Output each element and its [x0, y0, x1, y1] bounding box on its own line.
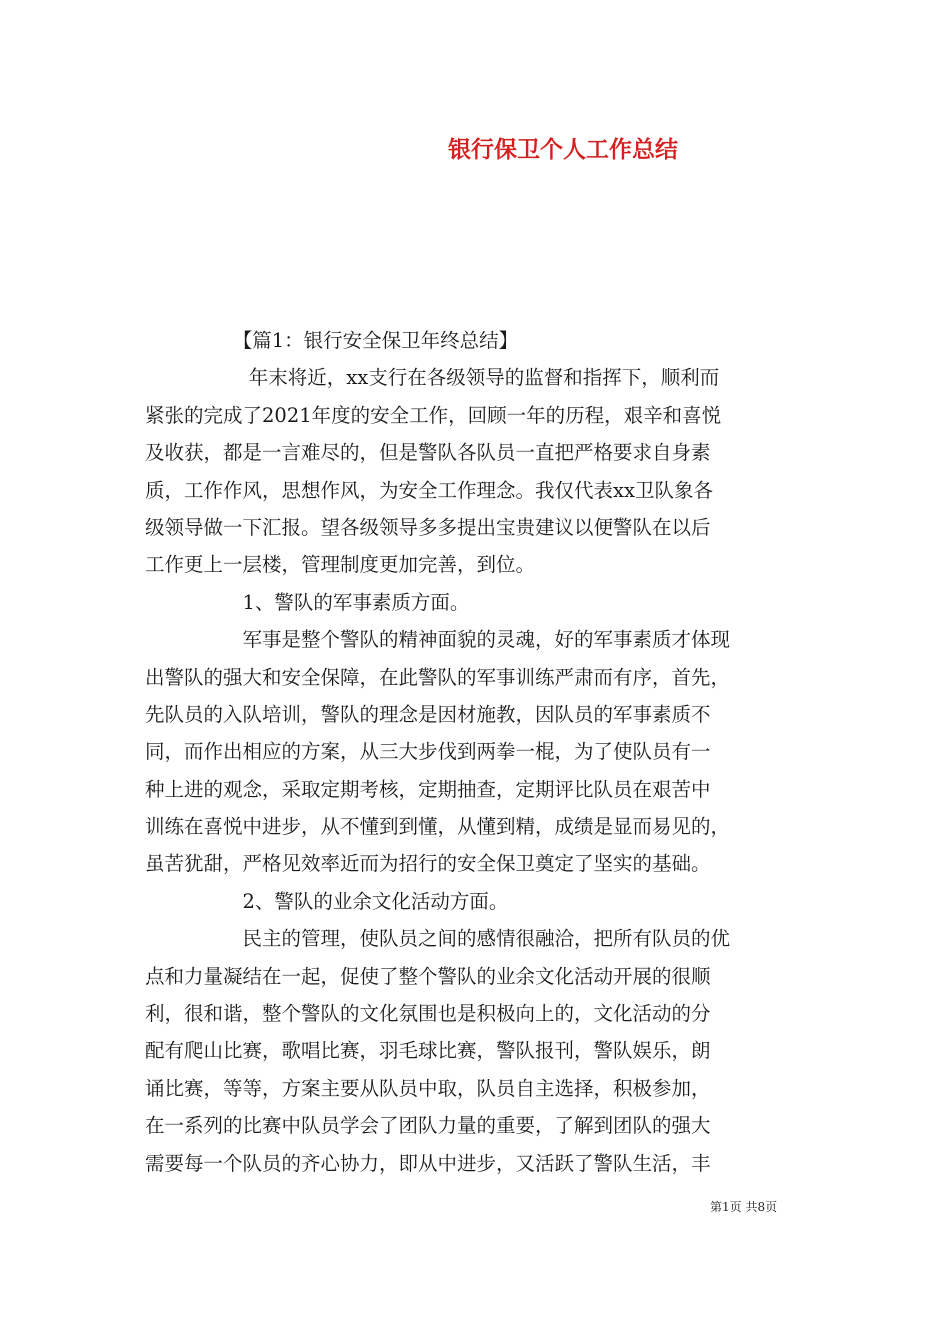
text-line: 需要每一个队员的齐心协力，即从中进步，又活跃了警队生活，丰 — [145, 1151, 711, 1175]
text-line: 民主的管理，使队员之间的感情很融洽，把所有队员的优 — [145, 927, 731, 951]
text-line: 【篇1：银行安全保卫年终总结】 — [145, 329, 519, 352]
text-line: 利，很和谐，整个警队的文化氛围也是积极向上的，文化活动的分 — [145, 1002, 711, 1026]
text-line: 先队员的入队培训，警队的理念是因材施教，因队员的军事素质不 — [145, 702, 711, 726]
text-line: 种上进的观念，采取定期考核，定期抽查，定期评比队员在艰苦中 — [145, 777, 711, 801]
text-line: 质，工作作风，思想作风，为安全工作理念。我仅代表xx卫队象各 — [145, 478, 713, 502]
page-number: 第1页 共8页 — [710, 1200, 778, 1214]
document-body — [145, 322, 820, 1182]
document-title: 银行保卫个人工作总结 — [448, 136, 678, 163]
text-line: 同，而作出相应的方案，从三大步伐到两拳一棍，为了使队员有一 — [145, 740, 711, 764]
text-line: 及收获，都是一言难尽的，但是警队各队员一直把严格要求自身素 — [145, 441, 711, 465]
text-line: 1、警队的军事素质方面。 — [145, 590, 470, 614]
text-line: 紧张的完成了2021年度的安全工作，回顾一年的历程，艰辛和喜悦 — [145, 403, 722, 427]
text-line: 2、警队的业余文化活动方面。 — [145, 889, 509, 913]
text-line: 诵比赛，等等，方案主要从队员中取，队员自主选择，积极参加， — [145, 1076, 711, 1100]
text-line: 级领导做一下汇报。望各级领导多多提出宝贵建议以便警队在以后 — [145, 515, 711, 539]
text-line: 军事是整个警队的精神面貌的灵魂，好的军事素质才体现 — [145, 628, 731, 652]
text-line: 训练在喜悦中进步，从不懂到到懂，从懂到精，成绩是显而易见的， — [145, 815, 731, 839]
text-line: 出警队的强大和安全保障，在此警队的军事训练严肃而有序，首先， — [145, 665, 731, 689]
text-line: 工作更上一层楼，管理制度更加完善，到位。 — [145, 553, 536, 577]
text-line: 虽苦犹甜，严格见效率近而为招行的安全保卫奠定了坚实的基础。 — [145, 852, 711, 876]
text-line: 在一系列的比赛中队员学会了团队力量的重要，了解到团队的强大 — [145, 1114, 711, 1138]
text-line: 点和力量凝结在一起，促使了整个警队的业余文化活动开展的很顺 — [145, 964, 711, 988]
text-line: 年末将近，xx支行在各级领导的监督和指挥下，顺利而 — [145, 366, 720, 390]
text-line: 配有爬山比赛，歌唱比赛，羽毛球比赛，警队报刊，警队娱乐，朗 — [145, 1039, 711, 1063]
